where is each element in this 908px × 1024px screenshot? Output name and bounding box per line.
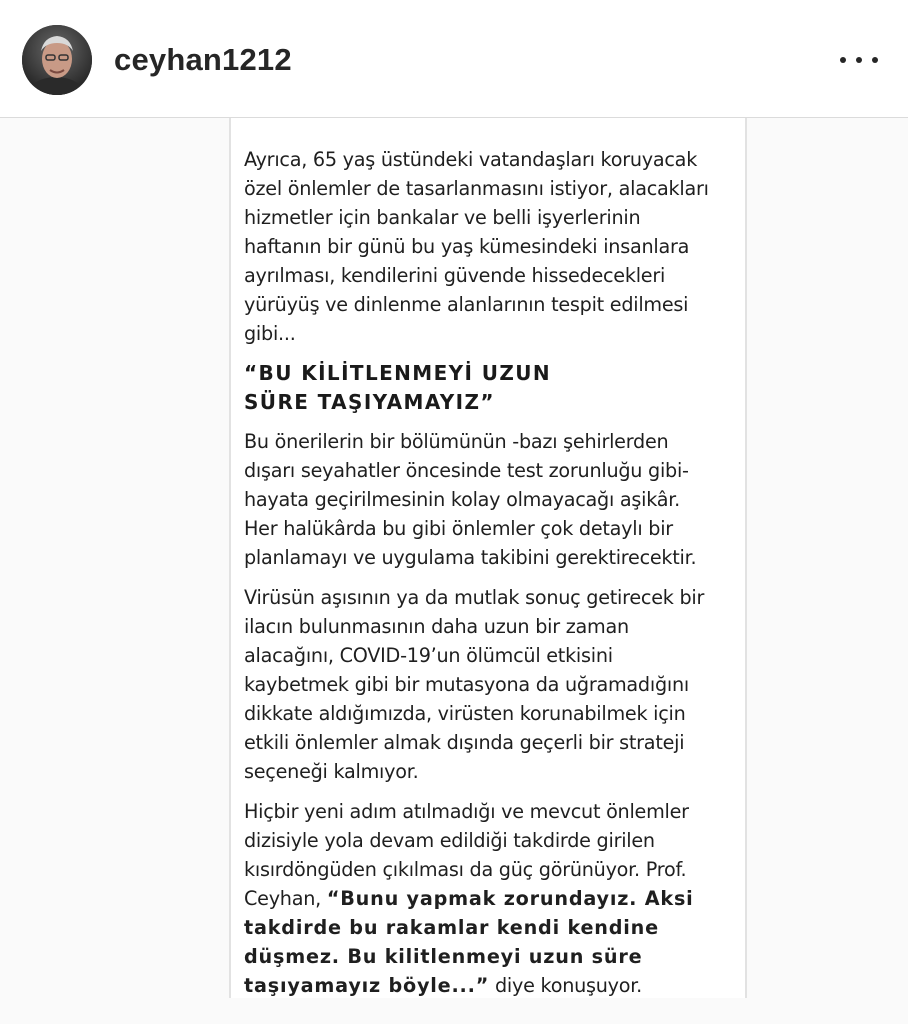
profile-photo bbox=[22, 25, 92, 95]
article-heading: “BU KİLİTLENMEYİ UZUN SÜRE TAŞIYAMAYIZ” bbox=[244, 361, 552, 414]
article-clipping bbox=[229, 118, 747, 998]
paragraph-text: Hiçbir yeni adım atılmadığı ve mevcut önlemler dizisiyle yola devam edildiği takdirde girilen kısırdöngüden çıkılması da güç görünüyor. Prof. Ceyhan, bbox=[244, 800, 689, 910]
dot-icon bbox=[856, 57, 862, 63]
post-image bbox=[0, 118, 908, 1024]
avatar[interactable] bbox=[22, 25, 92, 95]
quote-text: “Bunu yapmak zorundayız. Aksi takdirde bu rakamlar kendi kendine düşmez. Bu kilitlenmeyi uzun süre taşıyamayız böyle...” bbox=[244, 887, 694, 997]
post-header bbox=[0, 0, 908, 118]
article-paragraph: Ayrıca, 65 yaş üstündeki vatandaşları koruyacak özel önlemler de tasarlanmasını istiyor, alacakları hizmetler için bankalar ve belli işyerlerinin haftanın bir günü bu yaş kümesindeki insanlara ayrılması, kendilerini güvende hissedecekleri yürüyüş ve dinlenme alanlarının tespit edilmesi gibi... bbox=[244, 148, 709, 345]
dot-icon bbox=[840, 57, 846, 63]
dot-icon bbox=[872, 57, 878, 63]
article-paragraph: Bu önerilerin bir bölümünün -bazı şehirlerden dışarı seyahatler öncesinde test zorunluğu gibi- hayata geçirilmesinin kolay olmayacağı aşikâr. Her halükârda bu gibi önlemler çok detaylı bir planlamayı ve uygulama takibini gerektirecektir. bbox=[244, 430, 697, 569]
more-options-icon[interactable] bbox=[836, 42, 882, 78]
article-paragraph: Virüsün aşısının ya da mutlak sonuç getirecek bir ilacın bulunmasının daha uzun bir zaman alacağını, COVID-19’un ölümcül etkisini kaybetmek gibi bir mutasyona da uğramadığını dikkate aldığımızda, virüsten korunabilmek için etkili önlemler almak dışında geçerli bir strateji seçeneği kalmıyor. bbox=[244, 586, 705, 783]
username[interactable]: ceyhan1212 bbox=[114, 42, 292, 77]
paragraph-text: diye konuşuyor. bbox=[489, 974, 642, 997]
article-paragraph bbox=[244, 797, 744, 1000]
article-body bbox=[244, 145, 744, 1011]
